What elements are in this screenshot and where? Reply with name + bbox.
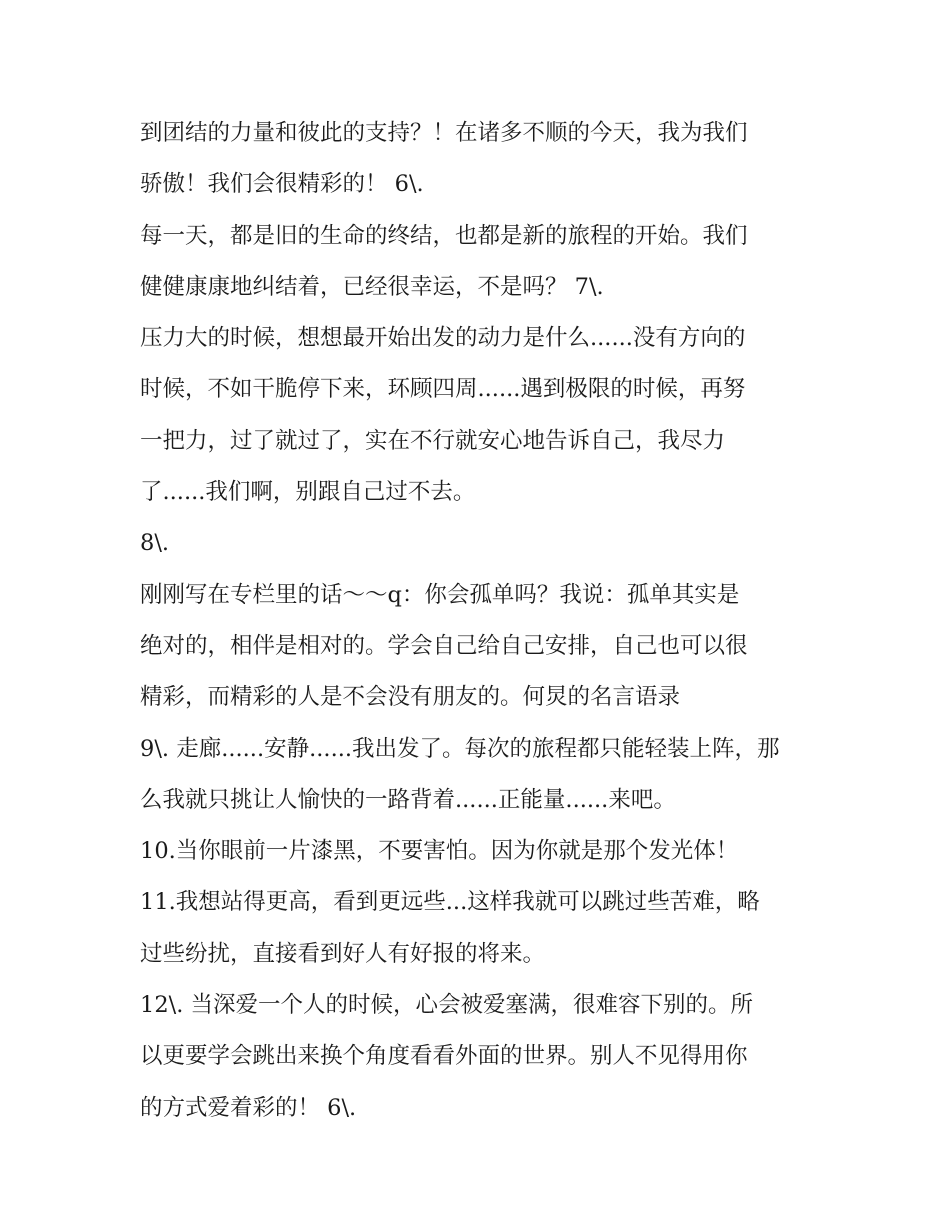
text-line: 精彩，而精彩的人是不会没有朋友的。何炅的名言语录	[140, 684, 681, 711]
text-line: 的方式爱着彩的！ 6\.	[140, 1094, 357, 1121]
text-line: 12\. 当深爱一个人的时候，心会被爱塞满，很难容下别的。所	[140, 992, 754, 1019]
text-line: 每一天，都是旧的生命的终结，也都是新的旅程的开始。我们	[140, 222, 748, 249]
text-line: 了......我们啊，别跟自己过不去。	[140, 479, 476, 506]
text-line: 以更要学会跳出来换个角度看看外面的世界。别人不见得用你	[140, 1043, 748, 1070]
text-line: 到团结的力量和彼此的支持？！在诸多不顺的今天，我为我们	[140, 120, 748, 146]
text-line: 8\.	[140, 530, 170, 557]
text-line: 压力大的时候，想想最开始出发的动力是什么......没有方向的	[140, 325, 746, 352]
text-line: 么我就只挑让人愉快的一路背着......正能量......来吧。	[140, 786, 676, 813]
text-line: 一把力，过了就过了，实在不行就安心地告诉自己，我尽力	[140, 427, 726, 454]
text-line: 绝对的，相伴是相对的。学会自己给自己安排，自己也可以很	[140, 632, 748, 659]
text-line: 11.我想站得更高，看到更远些...这样我就可以跳过些苦难，略	[140, 889, 760, 916]
text-line: 10.当你眼前一片漆黑，不要害怕。因为你就是那个发光体！	[140, 838, 739, 865]
text-line: 9\. 走廊......安静......我出发了。每次的旅程都只能轻装上阵，那	[140, 735, 780, 762]
text-line: 过些纷扰，直接看到好人有好报的将来。	[140, 940, 546, 967]
document-body	[140, 108, 820, 1134]
text-line: 刚刚写在专栏里的话～～q：你会孤单吗？我说：孤单其实是	[140, 581, 740, 608]
text-line: 时候，不如干脆停下来，环顾四周......遇到极限的时候，再努	[140, 376, 746, 403]
text-line: 骄傲！我们会很精彩的！ 6\.	[140, 171, 424, 198]
text-line: 健健康康地纠结着，已经很幸运，不是吗？ 7\.	[140, 273, 604, 300]
